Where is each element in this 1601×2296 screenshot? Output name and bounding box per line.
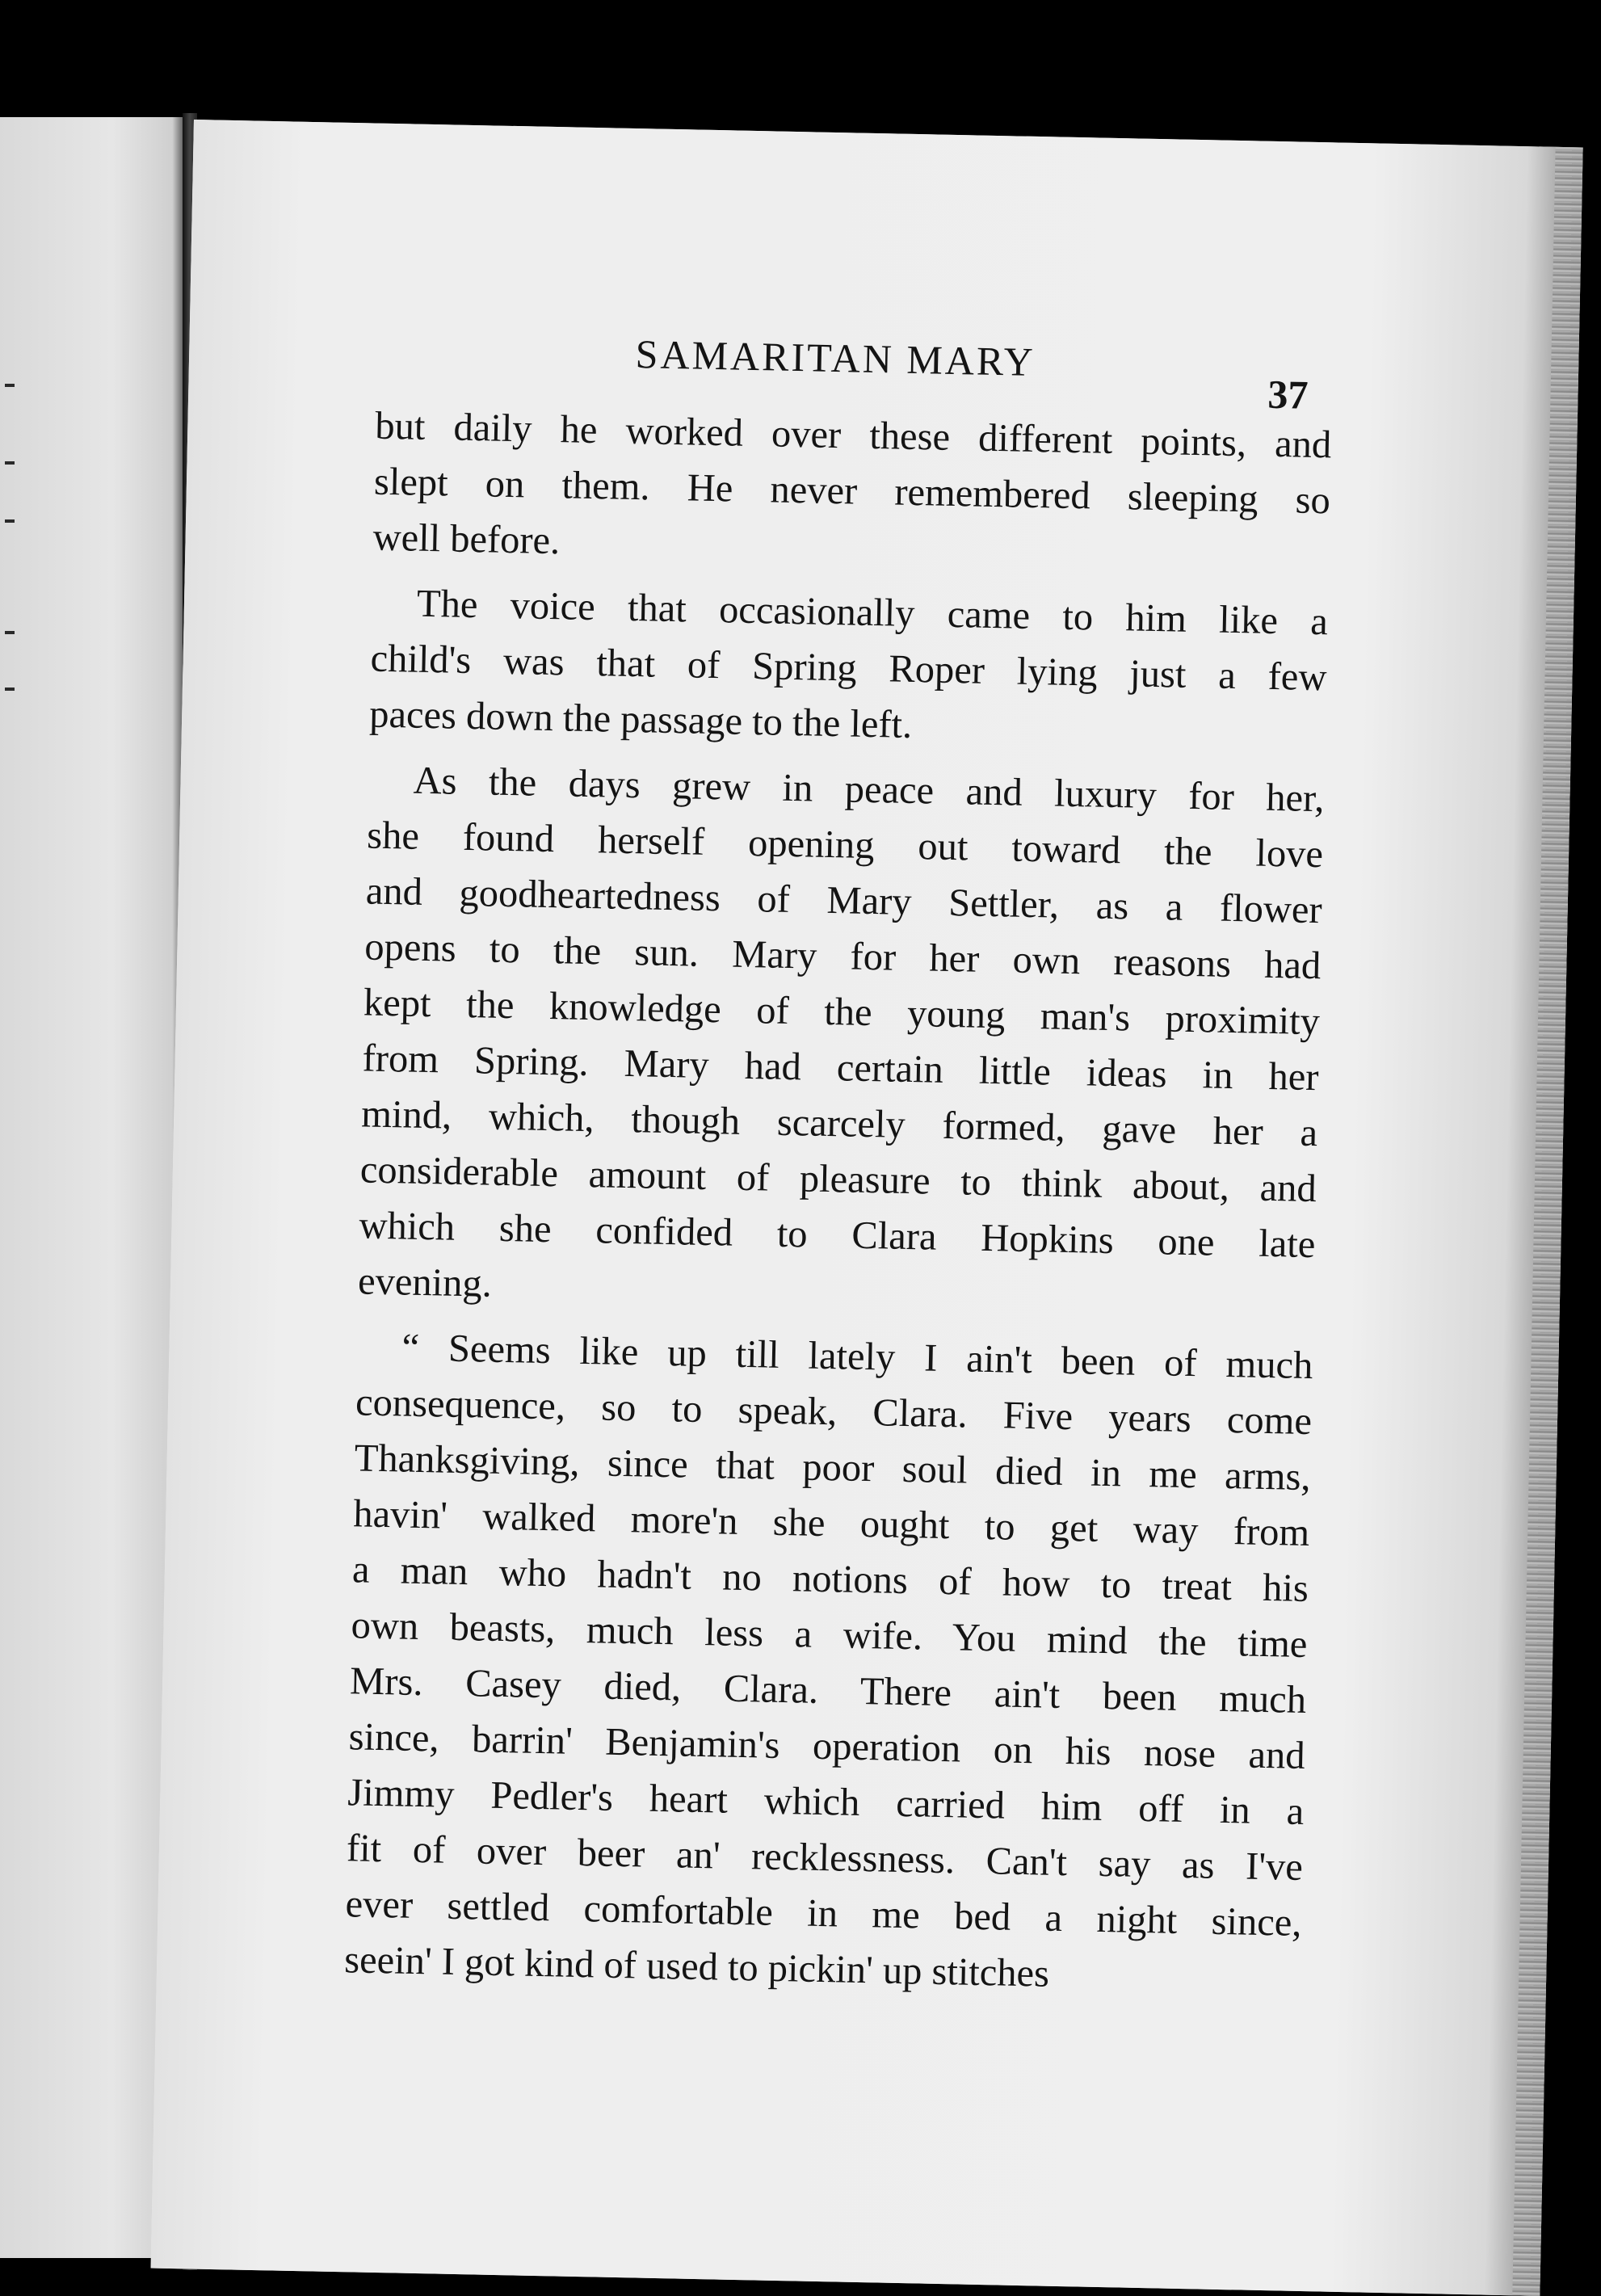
page-edge bbox=[1512, 147, 1582, 2296]
text-line: from Spring. Mary had certain little ideas in her bbox=[362, 1037, 1320, 1100]
text-line: and goodheartedness of Mary Settler, as a flower bbox=[365, 869, 1323, 932]
margin-mark bbox=[5, 461, 15, 465]
page-number: 37 bbox=[1267, 371, 1309, 418]
paragraph bbox=[372, 398, 1332, 585]
text-line: child's was that of Spring Roper lying just a few bbox=[370, 637, 1327, 700]
margin-mark bbox=[5, 688, 15, 691]
text-line: a man who hadn't no notions of how to treat his bbox=[351, 1548, 1309, 1611]
text-line: consequence, so to speak, Clara. Five years come bbox=[355, 1381, 1313, 1444]
running-title: SAMARITAN MARY bbox=[635, 331, 1036, 385]
margin-mark bbox=[5, 384, 15, 387]
text-line: but daily he worked over these different points, and bbox=[374, 404, 1332, 467]
text-line: evening. bbox=[357, 1259, 493, 1306]
text-line: havin' walked more'n she ought to get way from bbox=[352, 1492, 1310, 1555]
text-line: considerable amount of pleasure to think about, and bbox=[359, 1148, 1317, 1211]
margin-mark bbox=[5, 519, 15, 523]
text-line: she found herself opening out toward the love bbox=[366, 814, 1324, 877]
text-line: well before. bbox=[372, 515, 561, 563]
text-line: slept on them. He never remembered sleeping so bbox=[373, 460, 1331, 523]
text-line: mind, which, though scarcely formed, gave her a bbox=[360, 1092, 1318, 1155]
margin-mark bbox=[5, 631, 15, 634]
text-line: fit of over beer an' recklessness. Can't say as I've bbox=[346, 1827, 1304, 1889]
text-line: opens to the sun. Mary for her own reasons had bbox=[363, 925, 1322, 988]
text-line: seein' I got kind of used to pickin' up stitches bbox=[343, 1938, 1050, 1995]
text-line: kept the knowledge of the young man's proximity bbox=[363, 981, 1321, 1044]
book-page bbox=[151, 120, 1583, 2296]
paragraph bbox=[344, 1318, 1313, 2007]
text-line: Mrs. Casey died, Clara. There ain't been much bbox=[349, 1659, 1307, 1722]
text-line: paces down the passage to the left. bbox=[368, 692, 913, 746]
text-line: Jimmy Pedler's heart which carried him off in a bbox=[347, 1771, 1305, 1833]
text-line: “ Seems like up till lately I ain't been of much bbox=[401, 1326, 1313, 1388]
text-line: As the days grew in peace and luxury for her, bbox=[413, 759, 1325, 821]
paragraph bbox=[369, 575, 1329, 762]
text-line: Thanksgiving, since that poor soul died in me arms, bbox=[354, 1436, 1312, 1499]
text-line: The voice that occasionally came to him like a bbox=[416, 582, 1329, 644]
body-text bbox=[343, 398, 1332, 2016]
text-line: since, barrin' Benjamin's operation on his nose and bbox=[348, 1715, 1306, 1778]
text-line: own beasts, much less a wife. You mind the time bbox=[351, 1604, 1308, 1667]
paragraph bbox=[357, 751, 1325, 1328]
text-line: ever settled comfortable in me bed a night since, bbox=[345, 1882, 1303, 1945]
text-line: which she confided to Clara Hopkins one late bbox=[359, 1204, 1316, 1267]
